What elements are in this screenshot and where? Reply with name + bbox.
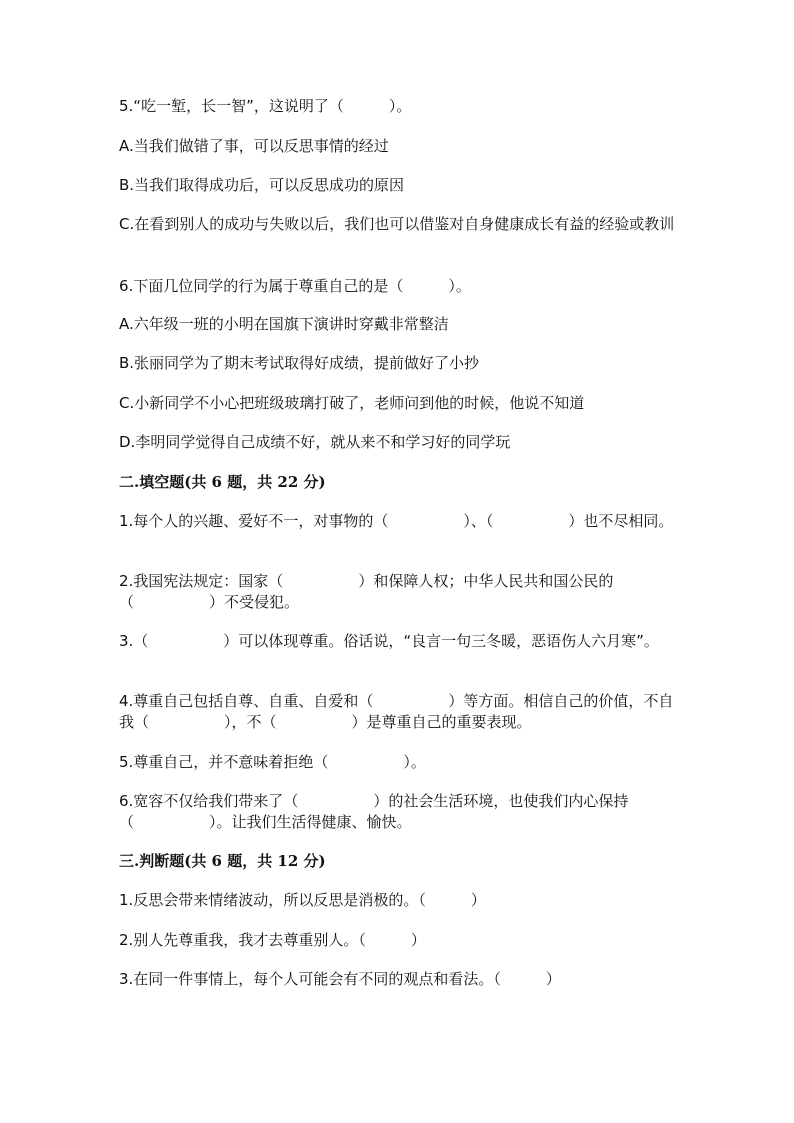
question-6-stem: 6.下面几位同学的行为属于尊重自己的是（ ）。	[119, 277, 471, 295]
fill-blank-item-2: 2.我国宪法规定：国家（ ）和保障人权；中华人民共和国公民的（ ）不受侵犯。	[119, 572, 614, 611]
question-6-option-d: D.李明同学觉得自己成绩不好，就从来不和学习好的同学玩	[119, 433, 511, 451]
true-false-item-1: 1.反思会带来情绪波动，所以反思是消极的。（ ）	[119, 891, 486, 909]
question-6-option-a: A.六年级一班的小明在国旗下演讲时穿戴非常整洁	[119, 315, 449, 333]
fill-blank-item-4: 4.尊重自己包括自尊、自重、自爱和（ ）等方面。相信自己的价值，不自我（ ），不（ ）是尊重自己的重要表现。	[119, 692, 674, 731]
true-false-item-2: 2.别人先尊重我，我才去尊重别人。（ ）	[119, 931, 426, 949]
question-5-option-c: C.在看到别人的成功与失败以后，我们也可以借鉴对自身健康成长有益的经验或教训	[119, 215, 675, 233]
section-2-heading: 二.填空题(共 6 题，共 22 分)	[119, 473, 326, 491]
fill-blank-item-6: 6.宽容不仅给我们带来了（ ）的社会生活环境，也使我们内心保持（ ）。让我们生活得健康、愉快。	[119, 792, 629, 831]
fill-blank-item-1: 1.每个人的兴趣、爱好不一，对事物的（ ）、（ ）也不尽相同。	[119, 512, 674, 530]
fill-blank-item-3: 3.（ ）可以体现尊重。俗话说，“良言一句三冬暖，恶语伤人六月寒”。	[119, 632, 659, 650]
question-6-option-b: B.张丽同学为了期末考试取得好成绩，提前做好了小抄	[119, 354, 480, 372]
section-3-heading: 三.判断题(共 6 题，共 12 分)	[119, 852, 326, 870]
fill-blank-item-5: 5.尊重自己，并不意味着拒绝（ ）。	[119, 753, 426, 771]
question-6-option-c: C.小新同学不小心把班级玻璃打破了，老师问到他的时候，他说不知道	[119, 394, 585, 412]
question-5-option-b: B.当我们取得成功后，可以反思成功的原因	[119, 176, 405, 194]
true-false-item-3: 3.在同一件事情上，每个人可能会有不同的观点和看法。（ ）	[119, 970, 561, 988]
question-5-option-a: A.当我们做错了事，可以反思事情的经过	[119, 137, 389, 155]
question-5-stem: 5.“吃一堑，长一智”，这说明了（ ）。	[119, 97, 412, 115]
